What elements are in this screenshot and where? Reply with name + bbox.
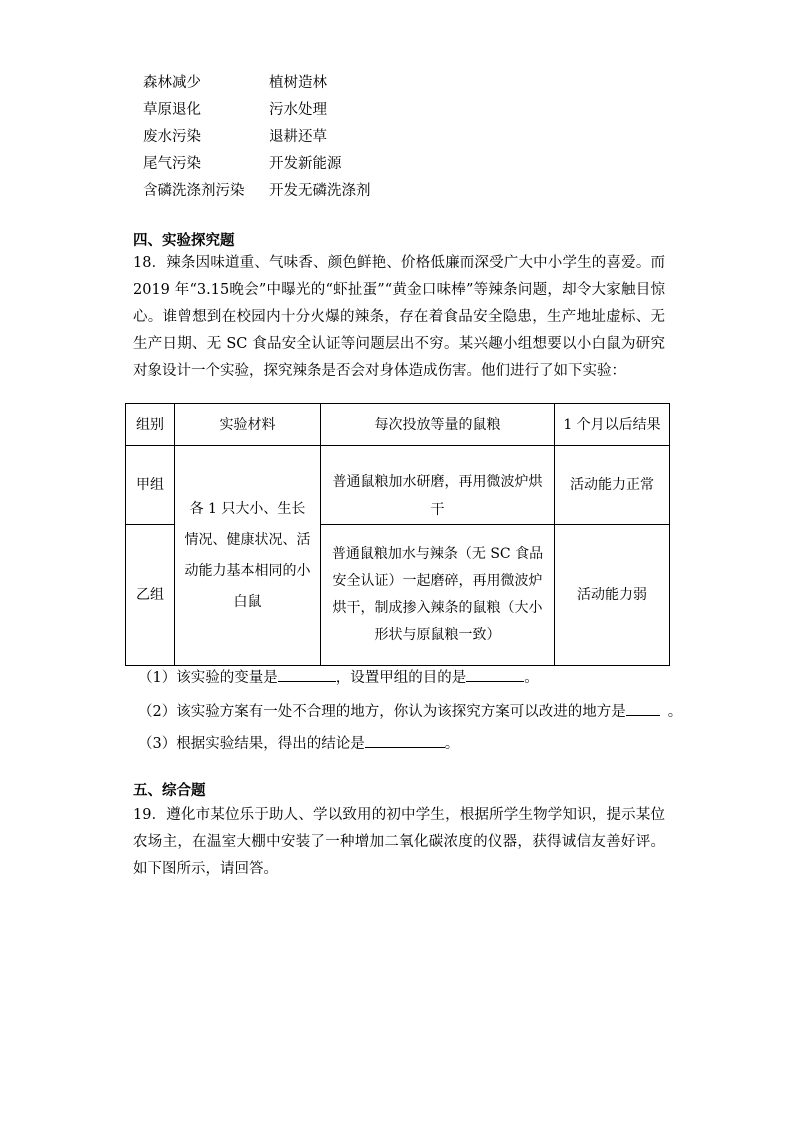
- pair-solution: 退耕还草: [269, 129, 327, 145]
- pair-row: [143, 124, 543, 151]
- pair-row: [143, 70, 543, 97]
- feed-a-cell: 普通鼠粮加水研磨，再用微波炉烘干: [321, 446, 555, 525]
- pair-problem: 尾气污染: [143, 156, 201, 172]
- pair-row: [143, 97, 543, 124]
- header-material: 实验材料: [175, 404, 321, 446]
- feed-b-cell: 普通鼠粮加水与辣条（无 SC 食品安全认证）一起磨碎，再用微波炉烘干，制成掺入辣条的鼠粮（大小形状与原鼠粮一致）: [321, 525, 555, 666]
- pair-problem: 草原退化: [143, 102, 201, 118]
- q1-middle: ，设置甲组的目的是: [335, 670, 467, 686]
- pair-problem: 废水污染: [143, 129, 201, 145]
- q2-suffix: 。: [667, 704, 683, 720]
- question-19-text: 19．遵化市某位乐于助人、学以致用的初中学生，根据所学生物学知识，提示某位农场主，在温室大棚中安装了一种增加二氧化碳浓度的仪器，获得诚信友善好评。如下图所示，请回答。: [133, 807, 665, 877]
- pair-solution: 开发新能源: [269, 156, 342, 172]
- section-title-experiment: 四、实验探究题: [133, 232, 235, 249]
- result-b-cell: 活动能力弱: [555, 525, 670, 666]
- question-18-text: 18．辣条因味道重、气味香、颜色鲜艳、价格低廉而深受广大中小学生的喜爱。而 2019 年“3.15晚会”中曝光的“虾扯蛋”“黄金口味棒”等辣条问题，却令大家触目惊心。谁曾想到在校园内十分火爆的辣条，存在着食品安全隐患，生产地址虚标、无生产日期、无 SC 食品安全认证等问题层出不穷。某兴趣小组想要以小白鼠为研究对象设计一个实验，探究辣条是否会对身体造成伤害。他们进行了如下实验：: [133, 255, 665, 379]
- header-result: 1 个月以后结果: [555, 404, 670, 446]
- answer-blank[interactable]: [278, 666, 336, 682]
- q3-prefix: （3）根据实验结果，得出的结论是: [138, 736, 365, 752]
- table-header-row: [126, 404, 670, 446]
- header-group: 组别: [126, 404, 175, 446]
- pair-solution: 开发无磷洗涤剂: [269, 183, 371, 199]
- answer-blank[interactable]: [626, 700, 660, 716]
- question-18-2: [138, 700, 682, 723]
- q3-suffix: 。: [444, 736, 460, 752]
- result-a-cell: 活动能力正常: [555, 446, 670, 525]
- pair-problem: 含磷洗涤剂污染: [143, 183, 245, 199]
- matching-pairs: [143, 70, 543, 205]
- answer-blank[interactable]: [365, 732, 445, 748]
- q1-suffix: 。: [524, 670, 539, 686]
- material-cell: 各 1 只大小、生长情况、健康状况、活动能力基本相同的小白鼠: [175, 446, 321, 666]
- answer-blank[interactable]: [466, 666, 524, 682]
- q1-prefix: （1）该实验的变量是: [138, 670, 278, 686]
- pair-problem: 森林减少: [143, 75, 201, 91]
- group-a-label: 甲组: [126, 446, 175, 525]
- table-row-group-a: [126, 446, 670, 525]
- experiment-table: [125, 403, 670, 666]
- section-title-comprehensive: 五、综合题: [133, 782, 206, 799]
- pair-solution: 植树造林: [269, 75, 327, 91]
- pair-row: [143, 151, 543, 178]
- question-18-1: [138, 666, 539, 689]
- pair-solution: 污水处理: [269, 102, 327, 118]
- question-18-3: [138, 732, 459, 755]
- pair-row: [143, 178, 543, 205]
- header-feed: 每次投放等量的鼠粮: [321, 404, 555, 446]
- group-b-label: 乙组: [126, 525, 175, 666]
- q2-prefix: （2）该实验方案有一处不合理的地方，你认为该探究方案可以改进的地方是: [138, 704, 626, 720]
